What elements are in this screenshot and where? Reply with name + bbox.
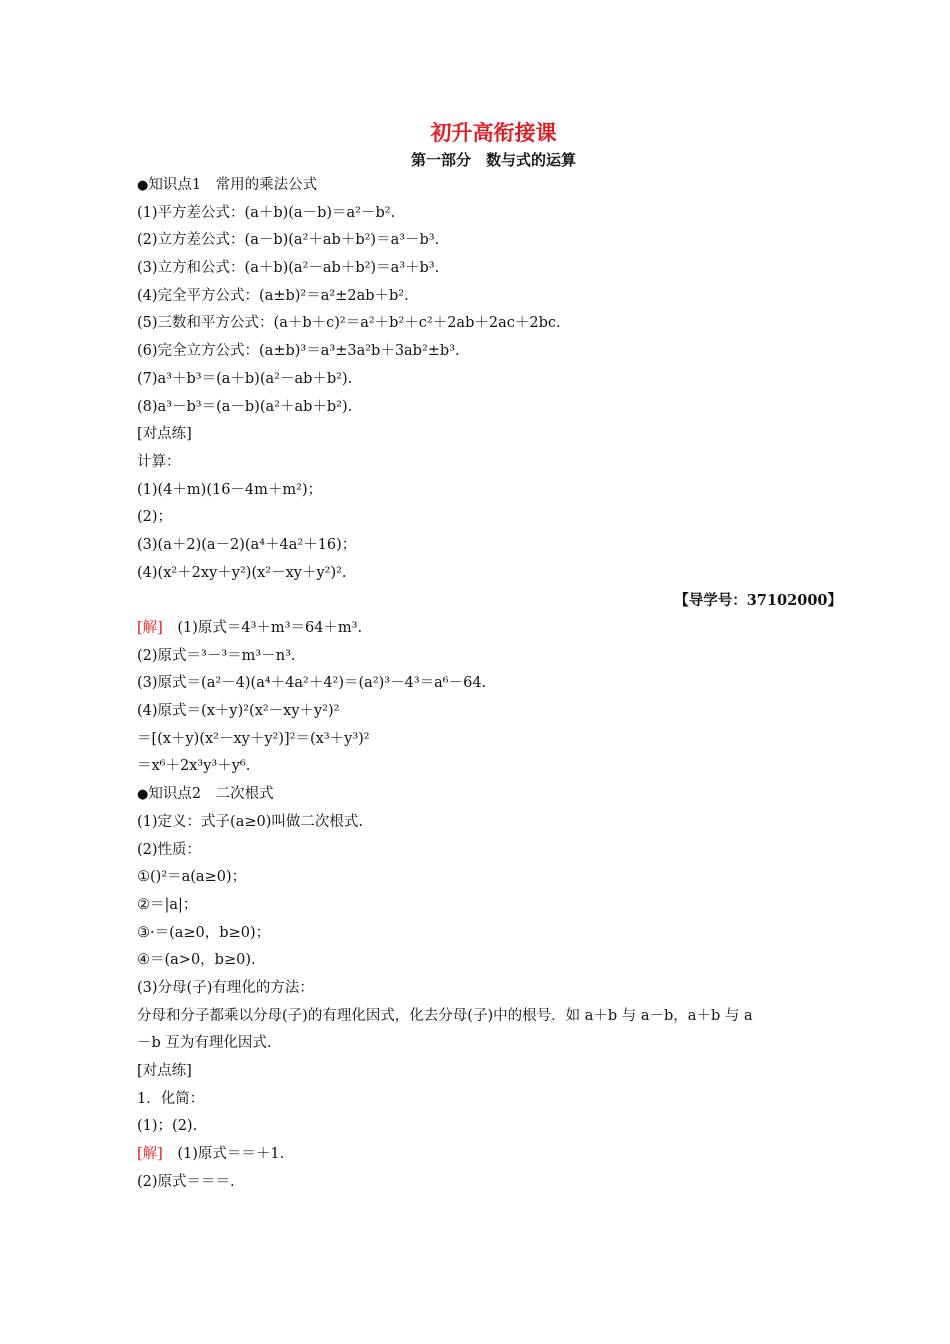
text-line: 分母和分子都乘以分母(子)的有理化因式，化去分母(子)中的根号．如 a＋b 与 a－b，a＋b 与 a <box>137 1007 753 1024</box>
solution-line: [解] (1)原式＝4³＋m³＝64＋m³. <box>137 620 363 636</box>
problem-line: (3)(a＋2)(a－2)(a⁴＋4a²＋16)； <box>137 536 357 553</box>
practice-label: [对点练] <box>137 426 192 443</box>
text-line: (1)；(2). <box>137 1118 198 1135</box>
text-line: (3)分母(子)有理化的方法： <box>137 979 314 996</box>
solution-tag: [解] <box>137 1146 163 1163</box>
solution-line: [解] (1)原式＝＝＋1. <box>137 1146 285 1163</box>
text-line: －b 互为有理化因式. <box>137 1035 272 1052</box>
section-heading-1: ●知识点1 常用的乘法公式 <box>137 177 318 193</box>
text-line: (2)性质： <box>137 841 202 858</box>
problem-line: (2)； <box>137 509 173 526</box>
formula-line: (3)立方和公式：(a＋b)(a²－ab＋b²)＝a³＋b³. <box>137 260 440 277</box>
solution-tag: [解] <box>137 620 163 636</box>
document-page <box>137 118 842 1196</box>
guide-number: 【导学号：37102000】 <box>674 592 842 610</box>
formula-line: (8)a³－b³＝(a－b)(a²＋ab＋b²). <box>137 398 353 415</box>
solution-line: (2)原式＝³－³＝m³－n³. <box>137 647 296 664</box>
solution-line: (4)原式＝(x＋y)²(x²－xy＋y²)² <box>137 703 340 720</box>
formula-line: (4)完全平方公式：(a±b)²＝a²±2ab＋b². <box>137 287 409 304</box>
text-line: (1)定义：式子(a≥0)叫做二次根式. <box>137 813 363 830</box>
practice-label: [对点练] <box>137 1063 192 1079</box>
problem-line: (1)(4＋m)(16－4m＋m²)； <box>137 481 323 498</box>
text-line: ④＝(a>0，b≥0). <box>137 952 256 969</box>
formula-line: (7)a³＋b³＝(a＋b)(a²－ab＋b²). <box>137 370 353 387</box>
formula-line: (6)完全立方公式：(a±b)³＝a³±3a²b＋3ab²±b³. <box>137 343 460 360</box>
solution-line: ＝[(x＋y)(x²－xy＋y²)]²＝(x³＋y³)² <box>137 730 370 747</box>
text-line: ②＝|a|； <box>137 896 198 913</box>
section-heading-2: ●知识点2 二次根式 <box>137 786 274 803</box>
problem-line: (4)(x²＋2xy＋y²)(x²－xy＋y²)². <box>137 564 347 581</box>
bullet-icon: ● <box>137 178 149 193</box>
solution-line: (3)原式＝(a²－4)(a⁴＋4a²＋4²)＝(a²)³－4³＝a⁶－64. <box>137 675 487 692</box>
formula-line: (1)平方差公式：(a＋b)(a－b)＝a²－b². <box>137 204 396 221</box>
bullet-icon: ● <box>137 787 149 803</box>
text-line: ③·＝(a≥0，b≥0)； <box>137 924 271 941</box>
formula-line: (2)立方差公式：(a－b)(a²＋ab＋b²)＝a³－b³. <box>137 232 440 249</box>
text-line: 1．化简： <box>137 1090 205 1107</box>
formula-line: (5)三数和平方公式：(a＋b＋c)²＝a²＋b²＋c²＋2ab＋2ac＋2bc. <box>137 315 561 332</box>
solution-line: (2)原式＝＝＝. <box>137 1173 235 1190</box>
solution-line: ＝x⁶＋2x³y³＋y⁶. <box>137 758 251 775</box>
compute-label: 计算： <box>137 453 181 470</box>
document-title: 初升高衔接课 <box>430 120 557 145</box>
text-line: ①()²＝a(a≥0)； <box>137 869 247 886</box>
document-subtitle: 第一部分 数与式的运算 <box>410 151 576 169</box>
